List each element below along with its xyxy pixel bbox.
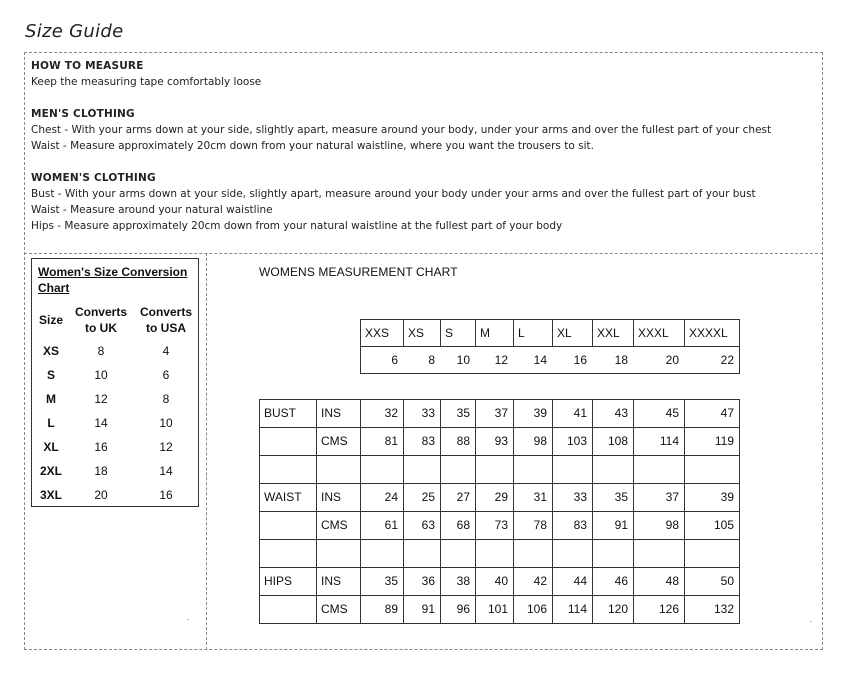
measurement-value-cell: 33: [421, 406, 435, 420]
conversion-uk-cell: 12: [94, 392, 108, 406]
measurement-value-cell: 93: [494, 434, 508, 448]
conversion-size-cell: 2XL: [39, 464, 62, 478]
conversion-usa-cell: 6: [162, 368, 170, 382]
uk-size-cell: 10: [456, 352, 470, 367]
measurement-value-cell: 126: [658, 602, 679, 616]
measurement-value-cell: 48: [665, 574, 679, 588]
table-grid-line: [739, 319, 740, 374]
measurement-value-cell: 44: [573, 574, 587, 588]
mens-chest-line: Chest - With your arms down at your side, slightly apart, measure around your body, under your arms and over the fullest part of your chest: [31, 124, 772, 136]
size-label-cell: XXXL: [638, 325, 669, 340]
conversion-size-cell: L: [47, 416, 55, 430]
conversion-usa-cell: 8: [162, 392, 170, 406]
measurement-value-cell: 45: [665, 406, 679, 420]
measurement-value-cell: 68: [456, 518, 470, 532]
size-label-cell: XL: [557, 325, 572, 340]
measurement-value-cell: 132: [713, 602, 734, 616]
womens-chart-title: WOMENS MEASUREMENT CHART: [259, 265, 458, 279]
conversion-uk-cell: 14: [94, 416, 108, 430]
size-label-cell: XS: [408, 325, 425, 340]
measurement-value-cell: 106: [526, 602, 547, 616]
measurement-value-cell: 25: [421, 490, 435, 504]
stray-mark: [187, 619, 189, 620]
size-label-cell: XXS: [365, 325, 390, 340]
measurement-value-cell: 114: [659, 434, 679, 448]
conversion-chart-title: Women's Size Conversion Chart: [38, 265, 188, 295]
how-to-measure-heading: HOW TO MEASURE: [31, 60, 144, 72]
uk-size-cell: 14: [533, 352, 547, 367]
measurement-value-cell: 98: [533, 434, 547, 448]
measurement-value-cell: 41: [573, 406, 587, 420]
measurement-value-cell: 39: [720, 490, 734, 504]
measurement-value-cell: 120: [607, 602, 628, 616]
measurement-label-cell: WAIST: [264, 490, 302, 504]
womens-bust-line: Bust - With your arms down at your side, slightly apart, measure around your body under your arms and over the fullest part of your bust: [31, 188, 756, 200]
measurement-value-cell: 46: [614, 574, 628, 588]
page-title: Size Guide: [25, 21, 124, 42]
measurement-value-cell: 63: [421, 518, 435, 532]
measurement-label-cell: HIPS: [264, 574, 293, 588]
section-divider-horizontal: [24, 253, 823, 254]
conversion-size-cell: M: [46, 392, 56, 406]
measurement-value-cell: 89: [384, 602, 398, 616]
conversion-chart: [31, 258, 199, 507]
table-grid-line: [360, 373, 740, 374]
section-divider-vertical: [206, 253, 207, 650]
womens-clothing-section: [31, 170, 811, 234]
mens-waist-line: Waist - Measure approximately 20cm down from your natural waistline, where you want the trousers to sit.: [31, 140, 594, 152]
measurement-value-cell: 33: [573, 490, 587, 504]
measurement-value-cell: 96: [456, 602, 470, 616]
measurement-value-cell: 108: [607, 434, 628, 448]
measurement-label-cell: BUST: [264, 406, 297, 420]
womens-hips-line: Hips - Measure approximately 20cm down from your natural waistline at the fullest part of your body: [31, 220, 563, 232]
measurement-value-cell: 37: [665, 490, 679, 504]
mens-clothing-heading: MEN'S CLOTHING: [31, 108, 135, 120]
size-label-cell: M: [480, 325, 490, 340]
measurement-value-cell: 27: [456, 490, 470, 504]
measurement-value-cell: 91: [421, 602, 435, 616]
measurement-value-cell: 105: [713, 518, 734, 532]
table-grid-line: [259, 539, 740, 540]
size-label-cell: S: [445, 325, 454, 340]
unit-cell: CMS: [321, 602, 348, 616]
conversion-size-cell: S: [46, 368, 55, 382]
measurement-value-cell: 83: [573, 518, 587, 532]
table-grid-line: [259, 455, 740, 456]
table-grid-line: [259, 623, 740, 624]
measurement-value-cell: 35: [384, 574, 398, 588]
mens-clothing-section: [31, 106, 811, 154]
conversion-uk-cell: 18: [94, 464, 108, 478]
conversion-uk-cell: 20: [94, 488, 108, 502]
measurement-value-cell: 24: [384, 490, 398, 504]
measurement-value-cell: 42: [533, 574, 547, 588]
measurement-value-cell: 39: [533, 406, 547, 420]
measurement-value-cell: 78: [533, 518, 547, 532]
table-grid-line: [739, 399, 740, 624]
measurement-value-cell: 119: [714, 434, 734, 448]
measurement-value-cell: 91: [614, 518, 628, 532]
size-label-cell: XXL: [597, 325, 620, 340]
unit-cell: INS: [321, 574, 342, 588]
conversion-usa-cell: 12: [159, 440, 173, 454]
measurement-value-cell: 98: [665, 518, 679, 532]
measurement-value-cell: 81: [384, 434, 398, 448]
unit-cell: INS: [321, 406, 342, 420]
uk-size-cell: 12: [494, 352, 508, 367]
measurement-value-cell: 37: [494, 406, 508, 420]
unit-cell: INS: [321, 490, 342, 504]
size-label-cell: L: [518, 325, 525, 340]
measurement-value-cell: 32: [384, 406, 398, 420]
conversion-size-cell: XS: [42, 344, 59, 358]
uk-size-cell: 22: [720, 352, 734, 367]
size-label-cell: XXXXL: [689, 325, 728, 340]
womens-waist-line: Waist - Measure around your natural waistline: [31, 204, 273, 216]
measurement-value-cell: 29: [494, 490, 508, 504]
conversion-size-cell: 3XL: [39, 488, 62, 502]
conversion-usa-cell: 16: [159, 488, 173, 502]
uk-size-cell: 16: [573, 352, 587, 367]
conversion-uk-cell: 16: [94, 440, 108, 454]
measurement-value-cell: 43: [614, 406, 628, 420]
uk-size-cell: 8: [428, 352, 435, 367]
measurement-value-cell: 61: [384, 518, 398, 532]
measurement-value-cell: 50: [720, 574, 734, 588]
uk-size-cell: 20: [665, 352, 679, 367]
measurement-value-cell: 83: [421, 434, 435, 448]
measurement-value-cell: 47: [720, 406, 734, 420]
measurement-value-cell: 101: [487, 602, 508, 616]
measurement-value-cell: 36: [421, 574, 435, 588]
conversion-header-usa: Converts to USA: [139, 305, 192, 335]
conversion-usa-cell: 14: [159, 464, 173, 478]
unit-cell: CMS: [321, 434, 348, 448]
measurement-value-cell: 40: [494, 574, 508, 588]
unit-cell: CMS: [321, 518, 348, 532]
measurement-value-cell: 103: [566, 434, 587, 448]
conversion-usa-cell: 10: [159, 416, 173, 430]
conversion-header-uk: Converts to UK: [74, 305, 127, 335]
measurement-value-cell: 35: [614, 490, 628, 504]
measuring-guide: [31, 58, 811, 250]
conversion-header-size: Size: [38, 313, 63, 327]
measurement-value-cell: 88: [456, 434, 470, 448]
uk-size-cell: 18: [614, 352, 628, 367]
measurement-value-cell: 35: [456, 406, 470, 420]
conversion-uk-cell: 10: [94, 368, 108, 382]
womens-clothing-heading: WOMEN'S CLOTHING: [31, 172, 156, 184]
conversion-usa-cell: 4: [162, 344, 170, 358]
conversion-uk-cell: 8: [97, 344, 105, 358]
measurement-value-cell: 38: [456, 574, 470, 588]
measurement-value-cell: 31: [533, 490, 547, 504]
how-to-measure-section: [31, 58, 811, 90]
uk-size-cell: 6: [391, 352, 398, 367]
conversion-size-cell: XL: [43, 440, 59, 454]
measurement-value-cell: 114: [567, 602, 587, 616]
stray-mark: [810, 621, 812, 622]
measurement-value-cell: 73: [494, 518, 508, 532]
how-to-measure-line: Keep the measuring tape comfortably loose: [31, 76, 262, 88]
